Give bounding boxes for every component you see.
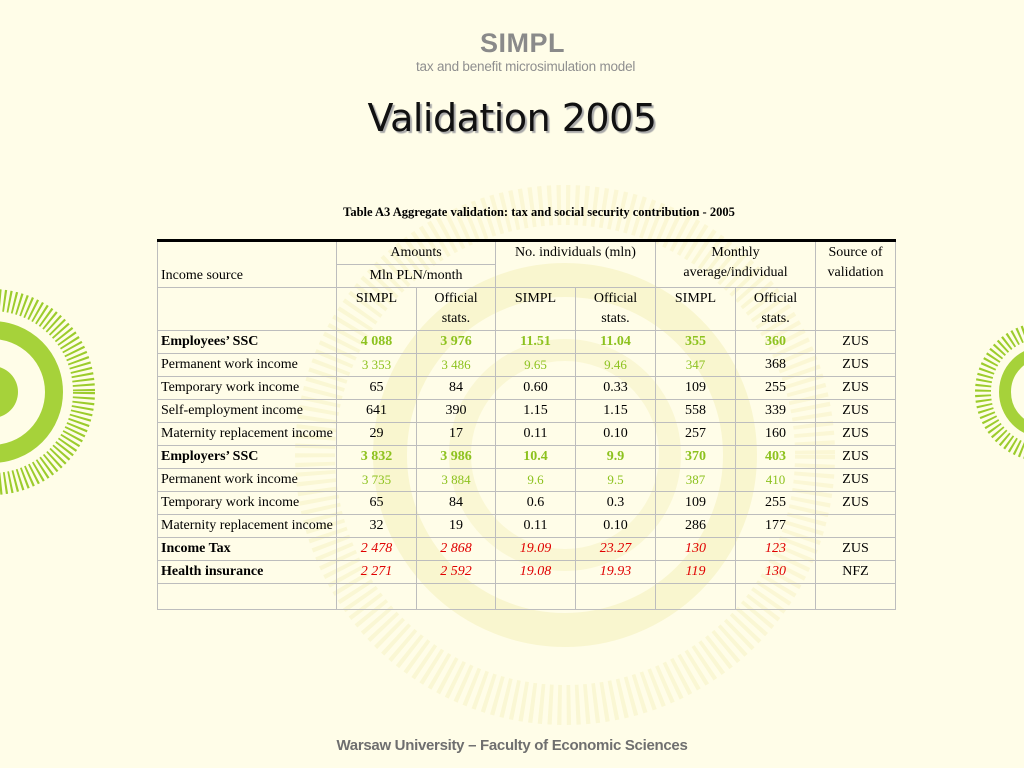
- cell: 10.4: [496, 446, 576, 469]
- header-official: Official stats.: [736, 288, 816, 331]
- table-row: [158, 400, 896, 423]
- cell: 9.65: [496, 354, 576, 377]
- cell: 109: [656, 492, 736, 515]
- row-label: Health insurance: [158, 561, 337, 584]
- table-row: [158, 423, 896, 446]
- header-official: Official stats.: [576, 288, 656, 331]
- cell: 0.60: [496, 377, 576, 400]
- validation-table: [157, 239, 896, 610]
- cell-source: ZUS: [816, 469, 896, 492]
- row-label: Maternity replacement income: [158, 423, 337, 446]
- cell: 19.93: [576, 561, 656, 584]
- cell: 19.08: [496, 561, 576, 584]
- cell: 11.51: [496, 331, 576, 354]
- cell-source: ZUS: [816, 354, 896, 377]
- cell: 3 986: [417, 446, 496, 469]
- cell: 130: [736, 561, 816, 584]
- header-amounts: Amounts: [337, 241, 496, 265]
- header-simpl: SIMPL: [496, 288, 576, 331]
- cell: 0.6: [496, 492, 576, 515]
- simpl-logo: [416, 28, 636, 76]
- cell: [496, 584, 576, 610]
- header-no-individuals: No. individuals (mln): [496, 241, 656, 288]
- cell: 641: [337, 400, 417, 423]
- cell: 3 832: [337, 446, 417, 469]
- cell: 84: [417, 492, 496, 515]
- logo-subtitle: tax and benefit microsimulation model: [416, 59, 636, 74]
- cell: [417, 584, 496, 610]
- header-amounts-unit: Mln PLN/month: [337, 265, 496, 288]
- cell: 0.10: [576, 423, 656, 446]
- header-official: Official stats.: [417, 288, 496, 331]
- cell: [337, 584, 417, 610]
- cell: 347: [656, 354, 736, 377]
- cell: 19.09: [496, 538, 576, 561]
- header-simpl: SIMPL: [337, 288, 417, 331]
- cell: 0.11: [496, 423, 576, 446]
- cell: 109: [656, 377, 736, 400]
- cell: [158, 584, 337, 610]
- table-row: [158, 561, 896, 584]
- cell-source: NFZ: [816, 561, 896, 584]
- cell: 160: [736, 423, 816, 446]
- table-row: [158, 446, 896, 469]
- cell: [736, 584, 816, 610]
- cell-source: ZUS: [816, 492, 896, 515]
- header-income-source: Income source: [158, 241, 337, 288]
- cell-source: ZUS: [816, 377, 896, 400]
- table-row: [158, 331, 896, 354]
- cell: 177: [736, 515, 816, 538]
- row-label: Temporary work income: [158, 492, 337, 515]
- row-label: Income Tax: [158, 538, 337, 561]
- table-row: [158, 538, 896, 561]
- cell: 2 478: [337, 538, 417, 561]
- cell: 0.11: [496, 515, 576, 538]
- slide-title: Validation 2005: [367, 96, 657, 140]
- row-label: Permanent work income: [158, 469, 337, 492]
- header-empty-cell: [816, 288, 896, 331]
- cell: 23.27: [576, 538, 656, 561]
- table-row: [158, 515, 896, 538]
- cell: 32: [337, 515, 417, 538]
- cell: 2 592: [417, 561, 496, 584]
- cell-source: ZUS: [816, 400, 896, 423]
- cell: 390: [417, 400, 496, 423]
- cell: 3 353: [337, 354, 417, 377]
- cell: 9.6: [496, 469, 576, 492]
- cell: 558: [656, 400, 736, 423]
- cell: 3 735: [337, 469, 417, 492]
- table-row: [158, 377, 896, 400]
- cell: [576, 584, 656, 610]
- table-row-empty: [158, 584, 896, 610]
- cell: 29: [337, 423, 417, 446]
- cell: 130: [656, 538, 736, 561]
- left-sun-icon: [0, 300, 84, 484]
- cell: 1.15: [496, 400, 576, 423]
- cell: 370: [656, 446, 736, 469]
- cell: [816, 584, 896, 610]
- cell: 368: [736, 354, 816, 377]
- header-source-of-validation: Source of validation: [816, 241, 896, 288]
- row-label: Employers’ SSC: [158, 446, 337, 469]
- table-row: [158, 354, 896, 377]
- cell: 1.15: [576, 400, 656, 423]
- cell: 84: [417, 377, 496, 400]
- cell: 65: [337, 492, 417, 515]
- header-simpl: SIMPL: [656, 288, 736, 331]
- cell: 19: [417, 515, 496, 538]
- cell-source: ZUS: [816, 538, 896, 561]
- cell-source: ZUS: [816, 331, 896, 354]
- cell-source: [816, 515, 896, 538]
- row-label: Self-employment income: [158, 400, 337, 423]
- row-label: Permanent work income: [158, 354, 337, 377]
- cell: 65: [337, 377, 417, 400]
- cell: 3 486: [417, 354, 496, 377]
- cell: 403: [736, 446, 816, 469]
- row-label: Maternity replacement income: [158, 515, 337, 538]
- cell: 119: [656, 561, 736, 584]
- cell: 9.46: [576, 354, 656, 377]
- cell: 0.3: [576, 492, 656, 515]
- table-caption: Table A3 Aggregate validation: tax and social security contribution - 2005: [343, 205, 735, 219]
- row-label: Employees’ SSC: [158, 331, 337, 354]
- cell: 410: [736, 469, 816, 492]
- cell: 11.04: [576, 331, 656, 354]
- cell: 9.9: [576, 446, 656, 469]
- row-label: Temporary work income: [158, 377, 337, 400]
- right-sun-icon: [983, 330, 1024, 454]
- cell: 339: [736, 400, 816, 423]
- cell: 255: [736, 377, 816, 400]
- cell: 0.33: [576, 377, 656, 400]
- cell-source: ZUS: [816, 423, 896, 446]
- table-row: [158, 492, 896, 515]
- cell: 2 271: [337, 561, 417, 584]
- cell-source: ZUS: [816, 446, 896, 469]
- footer-text: Warsaw University – Faculty of Economic Sciences: [336, 737, 688, 754]
- table-row: [158, 469, 896, 492]
- cell: 3 884: [417, 469, 496, 492]
- cell: 17: [417, 423, 496, 446]
- cell: 123: [736, 538, 816, 561]
- cell: 257: [656, 423, 736, 446]
- cell: 4 088: [337, 331, 417, 354]
- cell: 387: [656, 469, 736, 492]
- cell: 2 868: [417, 538, 496, 561]
- cell: 0.10: [576, 515, 656, 538]
- cell: [656, 584, 736, 610]
- cell: 355: [656, 331, 736, 354]
- cell: 9.5: [576, 469, 656, 492]
- header-monthly: Monthly average/individual: [656, 241, 816, 288]
- cell: 360: [736, 331, 816, 354]
- cell: 3 976: [417, 331, 496, 354]
- cell: 255: [736, 492, 816, 515]
- cell: 286: [656, 515, 736, 538]
- header-empty-cell: [158, 288, 337, 331]
- logo-name: SIMPL: [480, 28, 566, 58]
